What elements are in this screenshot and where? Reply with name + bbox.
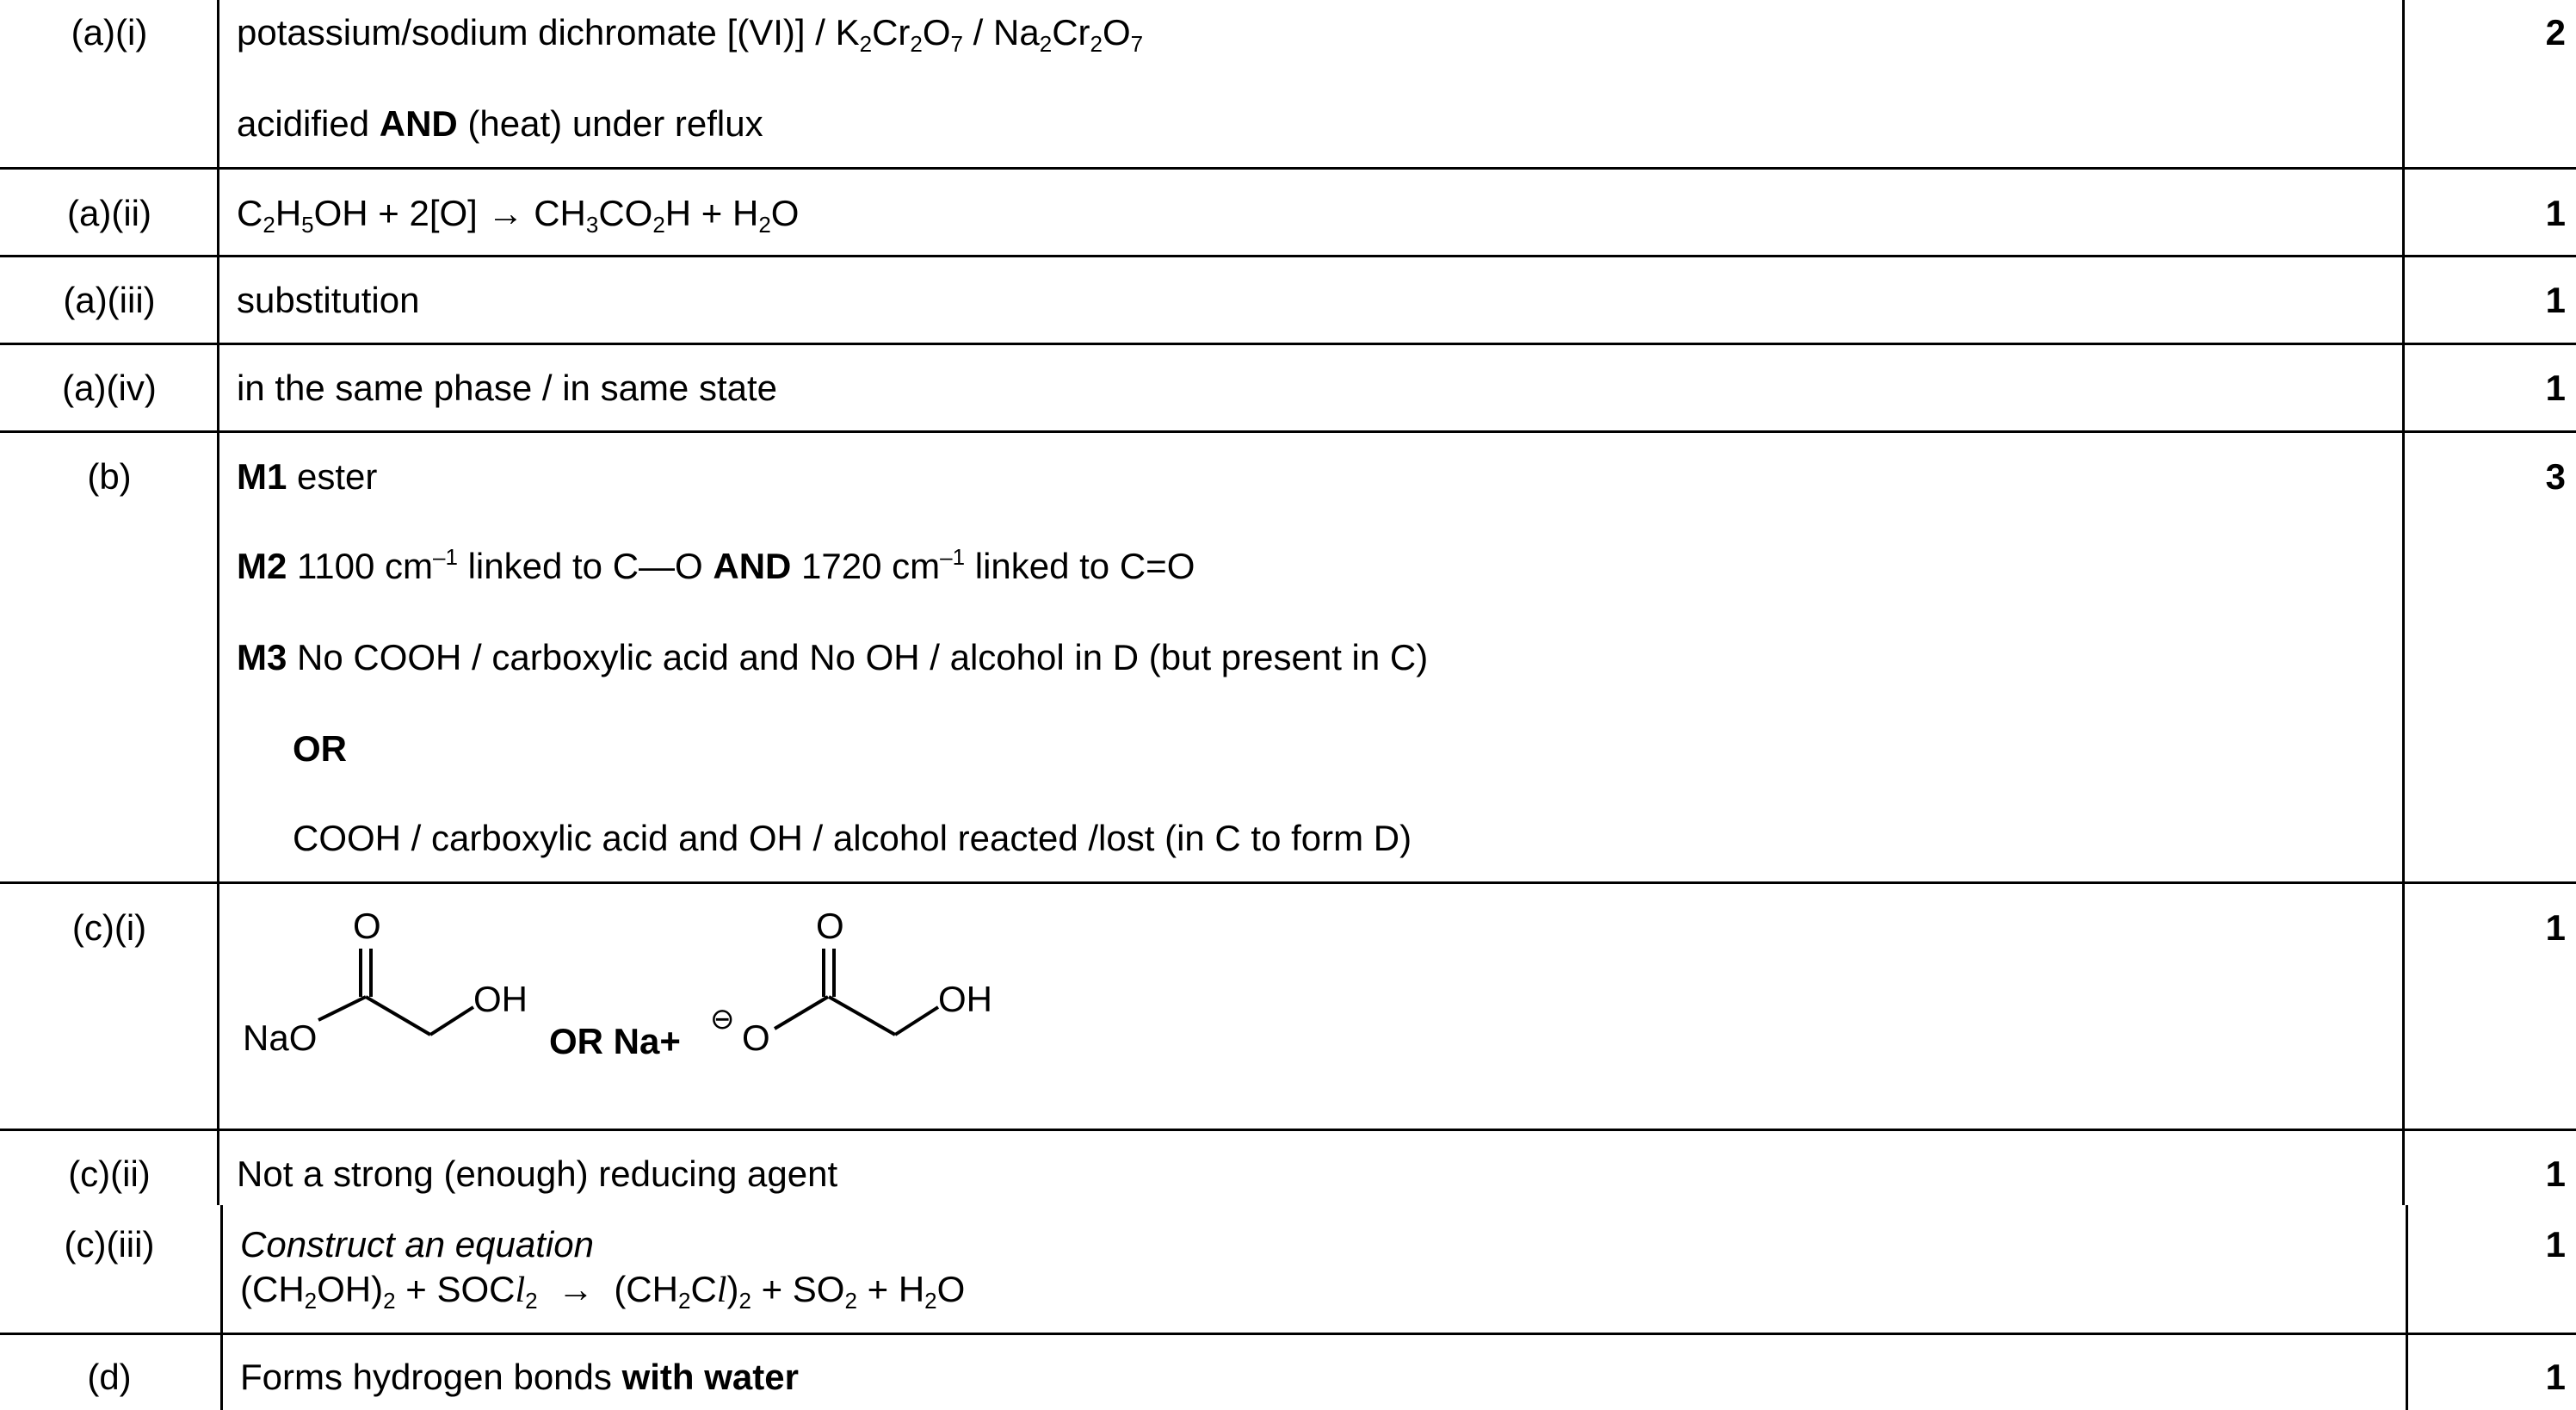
row-divider [0, 881, 2576, 884]
subscript: 2 [383, 1288, 396, 1314]
subscript: 2 [263, 212, 275, 238]
reagent-text: potassium/sodium dichromate [(VI)] / K [237, 12, 860, 53]
eq-part: + SO [751, 1269, 845, 1309]
eq-part: H + H [664, 193, 759, 233]
answer-text [240, 1357, 799, 1398]
or-sodium-label: OR Na+ [549, 1021, 681, 1061]
bond [430, 1007, 473, 1035]
eq-part: CO [598, 193, 653, 233]
mark-value: 2 [2545, 12, 2566, 53]
or-keyword: OR [293, 728, 347, 769]
subscript: 2 [1090, 31, 1103, 57]
marking-point-tag: M3 [237, 637, 287, 677]
formula-part: Cr [1052, 12, 1090, 53]
formula-part: / Na [963, 12, 1040, 53]
marking-point-text: No COOH / carboxylic acid and No OH / alcohol in D (but present in C) [287, 637, 1429, 677]
mark-value: 1 [2545, 1153, 2566, 1194]
carbonyl-oxygen-label: O [353, 906, 381, 946]
mark-value: 1 [2545, 1224, 2566, 1265]
subscript: 5 [301, 212, 314, 238]
eq-part: O [770, 193, 800, 233]
subscript: 2 [652, 212, 665, 238]
eq-part: O [936, 1269, 966, 1309]
chlorine-l: l [515, 1271, 526, 1310]
marking-point-text: linked to C—O [457, 546, 713, 586]
row-divider [0, 255, 2576, 257]
question-label: (c)(ii) [68, 1153, 151, 1194]
conditions-text: acidified [237, 103, 380, 144]
marking-point-text: ester [287, 456, 378, 497]
marking-point-text: 1100 cm [287, 546, 433, 586]
marking-point-text: 1720 cm [791, 546, 941, 586]
chlorination-equation [240, 1269, 966, 1314]
answer-text-part: Forms hydrogen bonds [240, 1357, 622, 1397]
hydroxyl-label: OH [938, 979, 992, 1019]
formula-part: O [922, 12, 951, 53]
subscript: 2 [758, 212, 771, 238]
answer-line-reagent [237, 12, 1144, 57]
column-divider-left [217, 0, 219, 1205]
row-divider [0, 343, 2576, 345]
negative-charge-symbol: ⊖ [710, 1003, 735, 1036]
bond [318, 997, 366, 1020]
bond [775, 997, 828, 1029]
oxidation-equation [237, 193, 800, 238]
column-divider-right [2402, 0, 2405, 1205]
eq-part: (CH [614, 1269, 678, 1309]
question-label: (c)(i) [71, 907, 147, 948]
sodium-oxide-label: NaO [243, 1017, 318, 1058]
mark-value: 3 [2545, 456, 2566, 497]
alternative-answer: COOH / carboxylic acid and OH / alcohol reacted /lost (in C to form D) [293, 818, 1412, 858]
row-divider [0, 1129, 2576, 1131]
subscript: 2 [677, 1288, 691, 1314]
column-divider-left [220, 1205, 223, 1410]
carbonyl-oxygen-label: O [816, 906, 844, 946]
mark-value: 1 [2545, 907, 2566, 948]
subscript: 2 [924, 1288, 937, 1314]
question-label: (c)(iii) [64, 1224, 155, 1265]
marking-point-m3 [237, 637, 1428, 678]
bond [829, 997, 895, 1035]
answer-line-conditions [237, 103, 763, 145]
subscript: 2 [525, 1288, 538, 1314]
column-divider-right [2406, 1205, 2408, 1410]
emphasis-text: with water [621, 1357, 799, 1397]
conditions-text: (heat) under reflux [457, 103, 763, 144]
subscript: 3 [585, 212, 599, 238]
subscript: 2 [910, 31, 923, 57]
subscript: 7 [950, 31, 964, 57]
mark-value: 1 [2545, 280, 2566, 320]
subscript: 2 [844, 1288, 857, 1314]
mark-value: 1 [2545, 368, 2566, 408]
question-label: (a)(ii) [67, 193, 151, 233]
subscript: 2 [1039, 31, 1053, 57]
question-label: (d) [87, 1357, 132, 1397]
and-keyword: AND [379, 103, 458, 144]
skeletal-structure [232, 895, 1024, 1119]
superscript: –1 [433, 544, 458, 570]
question-label: (a)(i) [71, 12, 148, 53]
marking-point-m2 [237, 546, 1195, 587]
subscript: 2 [738, 1288, 751, 1314]
question-label: (a)(iii) [63, 280, 156, 320]
answer-text: substitution [237, 280, 420, 320]
row-divider [0, 167, 2576, 170]
eq-part: C [690, 1269, 717, 1309]
eq-part: + H [856, 1269, 925, 1309]
eq-part: ) [726, 1269, 739, 1309]
eq-part: C [237, 193, 263, 233]
superscript: –1 [940, 544, 966, 570]
subscript: 2 [859, 31, 873, 57]
bond [366, 997, 430, 1035]
eq-part: OH) [317, 1269, 384, 1309]
eq-part: OH + 2[O] → CH [313, 193, 586, 233]
chlorine-l: l [716, 1271, 727, 1310]
marking-point-tag: M1 [237, 456, 287, 497]
answer-text: in the same phase / in same state [237, 368, 778, 408]
mark-value: 1 [2545, 1357, 2566, 1397]
subscript: 2 [304, 1288, 318, 1314]
reaction-arrow: → [537, 1269, 615, 1309]
eq-part: + SOC [395, 1269, 516, 1309]
row-divider [0, 1333, 2576, 1335]
bond [895, 1007, 938, 1035]
question-label: (b) [87, 456, 132, 497]
and-keyword: AND [713, 546, 792, 586]
anionic-oxygen-label: O [742, 1017, 770, 1058]
marking-point-tag: M2 [237, 546, 287, 586]
instruction-heading: Construct an equation [240, 1224, 594, 1265]
row-divider [0, 430, 2576, 433]
subscript: 7 [1130, 31, 1144, 57]
formula-part: O [1102, 12, 1131, 53]
marking-point-m1 [237, 456, 377, 498]
eq-part: H [275, 193, 302, 233]
hydroxyl-label: OH [473, 979, 528, 1019]
formula-part: Cr [872, 12, 911, 53]
eq-part: (CH [240, 1269, 305, 1309]
question-label: (a)(iv) [62, 368, 157, 408]
marking-point-text: linked to C=O [965, 546, 1195, 586]
answer-text: Not a strong (enough) reducing agent [237, 1153, 838, 1194]
mark-value: 1 [2545, 193, 2566, 233]
